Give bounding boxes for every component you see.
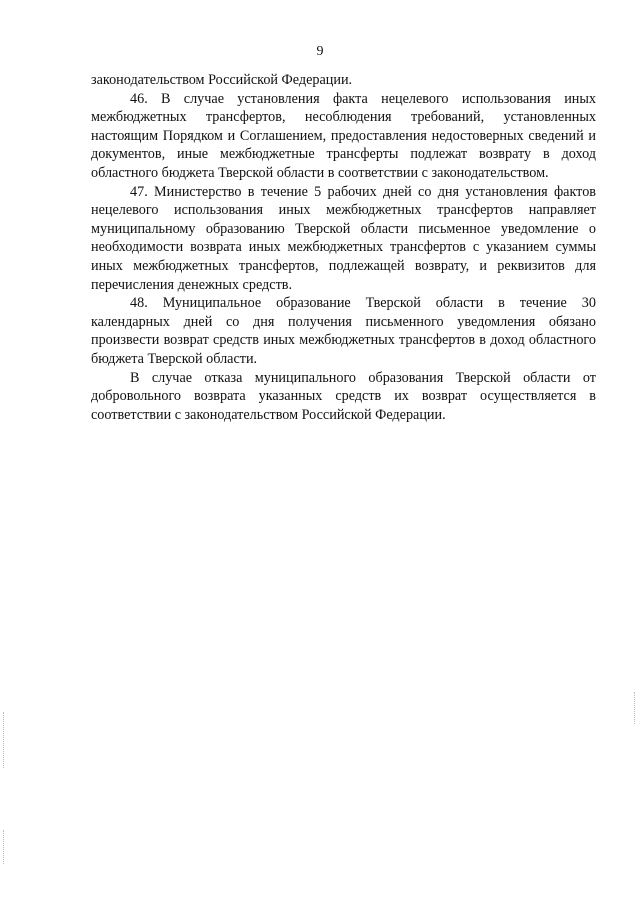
document-body (91, 71, 596, 424)
scan-edge-mark-right (634, 692, 637, 724)
paragraph-refusal: В случае отказа муниципального образования Тверской области от добровольного возврата указанных средств их возврат осуществляется в соответствии с законодательством Российской Федерации. (91, 369, 596, 423)
scan-edge-mark-left-lower (3, 830, 6, 864)
page-number: 9 (316, 44, 324, 59)
scan-edge-mark-left (3, 712, 6, 768)
paragraph-48: 48. Муниципальное образование Тверской области в течение 30 календарных дней со дня получения письменного уведомления обязано произвести возврат средств иных межбюджетных трансфертов в доход областного бюджета Тверской области. (91, 295, 596, 367)
paragraph-continuation: законодательством Российской Федерации. (91, 72, 353, 88)
paragraph-46: 46. В случае установления факта нецелевого использования иных межбюджетных трансфертов, несоблюдения требований, установленных настоящим Порядком и Соглашением, предоставления недостоверных сведений и документов, иные межбюджетные трансферты подлежат возврату в доход областного бюджета Тверской области в соответствии с законодательством. (91, 90, 596, 181)
paragraph-47: 47. Министерство в течение 5 рабочих дней со дня установления фактов нецелевого использования иных межбюджетных трансфертов направляет муниципальному образованию Тверской области письменное уведомление о необходимости возврата иных межбюджетных трансфертов с указанием суммы иных межбюджетных трансфертов, подлежащей возврату, и реквизитов для перечисления денежных средств. (91, 183, 596, 293)
